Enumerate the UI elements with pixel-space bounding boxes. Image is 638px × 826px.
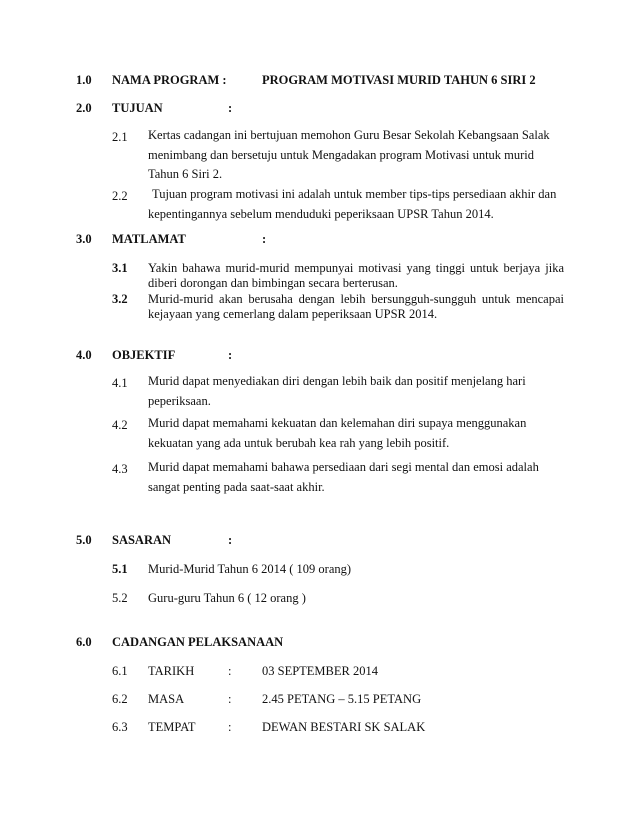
- item-number: 3.2: [112, 292, 128, 306]
- section-heading-cadangan: CADANGAN PELAKSANAAN: [112, 635, 284, 649]
- detail-label-tempat: TEMPAT: [148, 720, 196, 734]
- detail-value-tarikh: 03 SEPTEMBER 2014: [262, 664, 378, 678]
- detail-value-masa: 2.45 PETANG – 5.15 PETANG: [262, 692, 422, 706]
- program-name-label: NAMA PROGRAM :: [112, 73, 227, 87]
- item-text: Murid-murid akan berusaha dengan lebih bersungguh-sungguh untuk mencapai kejayaan yang cemerlang dalam peperiksaan UPSR 2014.: [148, 292, 564, 321]
- section-heading-sasaran: SASARAN: [112, 533, 172, 547]
- section-heading-objektif: OBJEKTIF: [112, 348, 176, 362]
- item-number: 2.1: [112, 130, 128, 144]
- item-text: Tujuan program motivasi ini adalah untuk member tips-tips persediaan akhir dan kepentingannya sebelum menduduki peperiksaan UPSR Tahun 2014.: [148, 187, 557, 221]
- item-number: 2.2: [112, 189, 128, 203]
- section-number: 2.0: [76, 101, 92, 115]
- heading-colon: :: [228, 101, 233, 115]
- item-number: 6.2: [112, 692, 128, 706]
- item-text: Murid dapat memahami bahawa persediaan dari segi mental dan emosi adalah sangat penting pada saat-saat akhir.: [148, 460, 539, 494]
- heading-colon: :: [228, 348, 233, 362]
- detail-colon: :: [228, 692, 232, 706]
- heading-colon: :: [228, 533, 233, 547]
- section-number: 4.0: [76, 348, 92, 362]
- item-number: 3.1: [112, 261, 128, 275]
- item-number: 6.3: [112, 720, 128, 734]
- section-number: 1.0: [76, 73, 92, 87]
- section-number: 6.0: [76, 635, 92, 649]
- item-number: 6.1: [112, 664, 128, 678]
- section-heading-tujuan: TUJUAN: [112, 101, 163, 115]
- item-number: 5.1: [112, 562, 128, 576]
- section-number: 3.0: [76, 232, 92, 246]
- item-text: Guru-guru Tahun 6 ( 12 orang ): [148, 591, 306, 605]
- detail-label-tarikh: TARIKH: [148, 664, 195, 678]
- item-text: Yakin bahawa murid-murid mempunyai motivasi yang tinggi untuk berjaya jika diberi dorongan dan bimbingan secara berterusan.: [148, 261, 564, 290]
- detail-colon: :: [228, 664, 232, 678]
- item-text: Murid dapat menyediakan diri dengan lebih baik dan positif menjelang hari peperiksaan.: [148, 374, 526, 408]
- item-number: 4.3: [112, 462, 128, 476]
- section-heading-matlamat: MATLAMAT: [112, 232, 186, 246]
- item-text: Murid-Murid Tahun 6 2014 ( 109 orang): [148, 562, 352, 576]
- heading-colon: :: [262, 232, 267, 246]
- detail-label-masa: MASA: [148, 692, 185, 706]
- detail-value-tempat: DEWAN BESTARI SK SALAK: [262, 720, 426, 734]
- item-number: 5.2: [112, 591, 128, 605]
- item-number: 4.1: [112, 376, 128, 390]
- item-text: Kertas cadangan ini bertujuan memohon Guru Besar Sekolah Kebangsaan Salak menimbang dan bersetuju untuk Mengadakan program Motivasi untuk murid Tahun 6 Siri 2.: [148, 128, 550, 181]
- item-number: 4.2: [112, 418, 128, 432]
- item-text: Murid dapat memahami kekuatan dan kelemahan diri supaya menggunakan kekuatan yang ada untuk berubah kea rah yang lebih positif.: [148, 416, 527, 450]
- detail-colon: :: [228, 720, 232, 734]
- program-name-value: PROGRAM MOTIVASI MURID TAHUN 6 SIRI 2: [262, 73, 536, 87]
- section-number: 5.0: [76, 533, 92, 547]
